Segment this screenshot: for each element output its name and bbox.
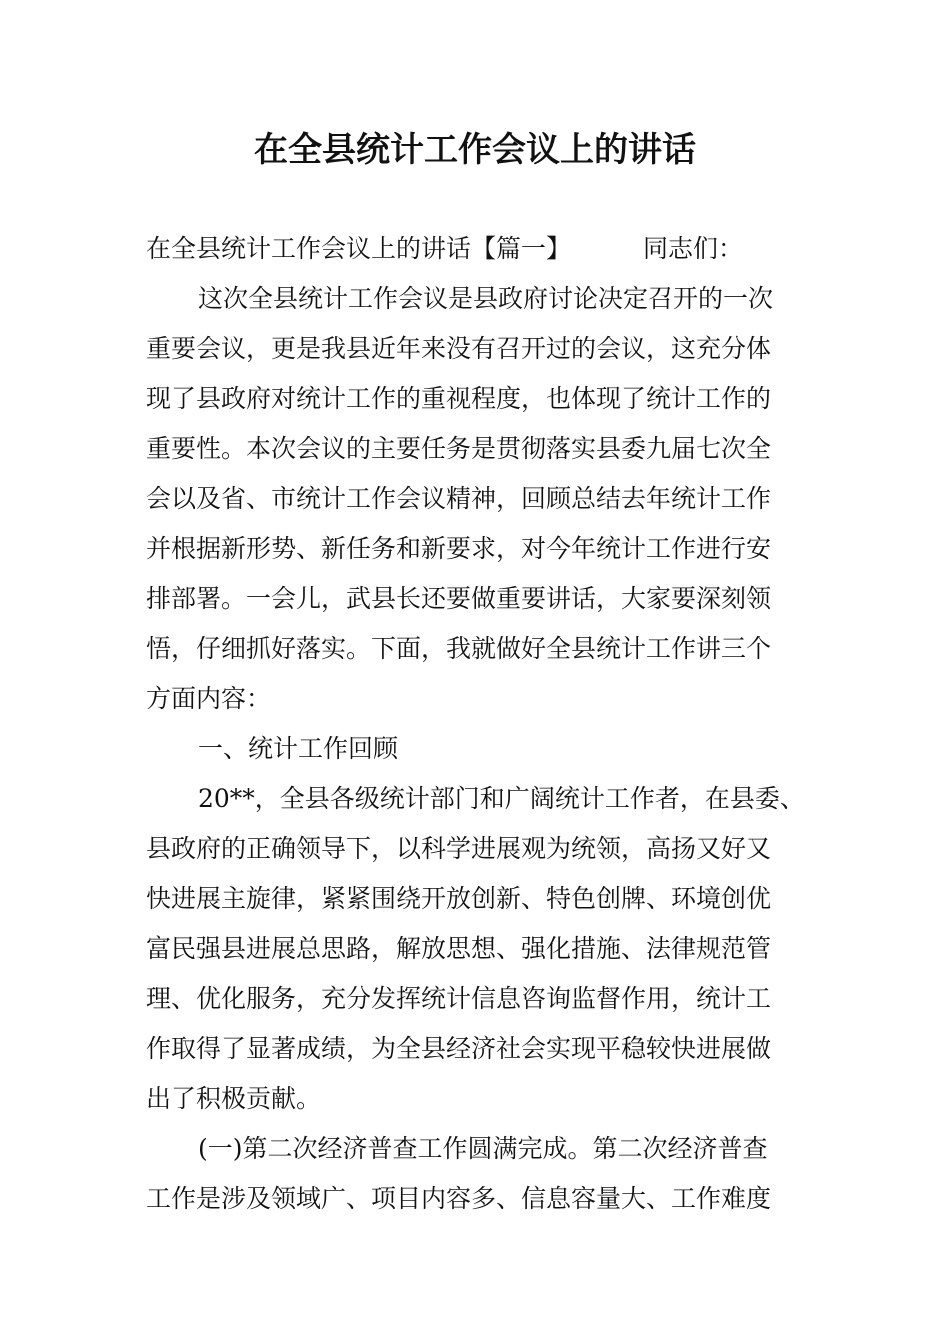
text-line: 一、统计工作回顾 bbox=[198, 734, 399, 763]
text-line: 县政府的正确领导下，以科学进展观为统领，高扬又好又 bbox=[146, 834, 772, 863]
text-line: 现了县政府对统计工作的重视程度，也体现了统计工作的 bbox=[146, 384, 772, 413]
text-line: 20**，全县各级统计部门和广阔统计工作者，在县委、 bbox=[198, 784, 805, 813]
text-line: 作取得了显著成绩，为全县经济社会实现平稳较快进展做 bbox=[146, 1034, 772, 1063]
text-line: 出了积极贡献。 bbox=[146, 1084, 322, 1113]
paragraph-lines bbox=[146, 274, 826, 1224]
salutation: 同志们： bbox=[643, 234, 744, 263]
text-line: 重要会议，更是我县近年来没有召开过的会议，这充分体 bbox=[146, 334, 772, 363]
text-line: 理、优化服务，充分发挥统计信息咨询监督作用，统计工 bbox=[146, 984, 772, 1013]
text-line: 工作是涉及领域广、项目内容多、信息容量大、工作难度 bbox=[146, 1184, 772, 1213]
first-line bbox=[146, 224, 826, 274]
text-line: 会以及省、市统计工作会议精神，回顾总结去年统计工作 bbox=[146, 484, 772, 513]
text-line: 快进展主旋律，紧紧围绕开放创新、特色创牌、环境创优 bbox=[146, 884, 772, 913]
text-line: (一)第二次经济普查工作圆满完成。第二次经济普查 bbox=[198, 1134, 768, 1163]
section-heading: 在全县统计工作会议上的讲话【篇一】 bbox=[146, 234, 572, 263]
text-line: 排部署。一会儿，武县长还要做重要讲话，大家要深刻领 bbox=[146, 584, 772, 613]
document-body bbox=[146, 224, 826, 1224]
text-line: 悟，仔细抓好落实。下面，我就做好全县统计工作讲三个 bbox=[146, 634, 772, 663]
text-line: 这次全县统计工作会议是县政府讨论决定召开的一次 bbox=[198, 284, 774, 313]
text-line: 方面内容： bbox=[146, 684, 272, 713]
text-line: 富民强县进展总思路，解放思想、强化措施、法律规范管 bbox=[146, 934, 772, 963]
document-title: 在全县统计工作会议上的讲话 bbox=[254, 130, 696, 170]
text-line: 并根据新形势、新任务和新要求，对今年统计工作进行安 bbox=[146, 534, 772, 563]
text-line: 重要性。本次会议的主要任务是贯彻落实县委九届七次全 bbox=[146, 434, 772, 463]
